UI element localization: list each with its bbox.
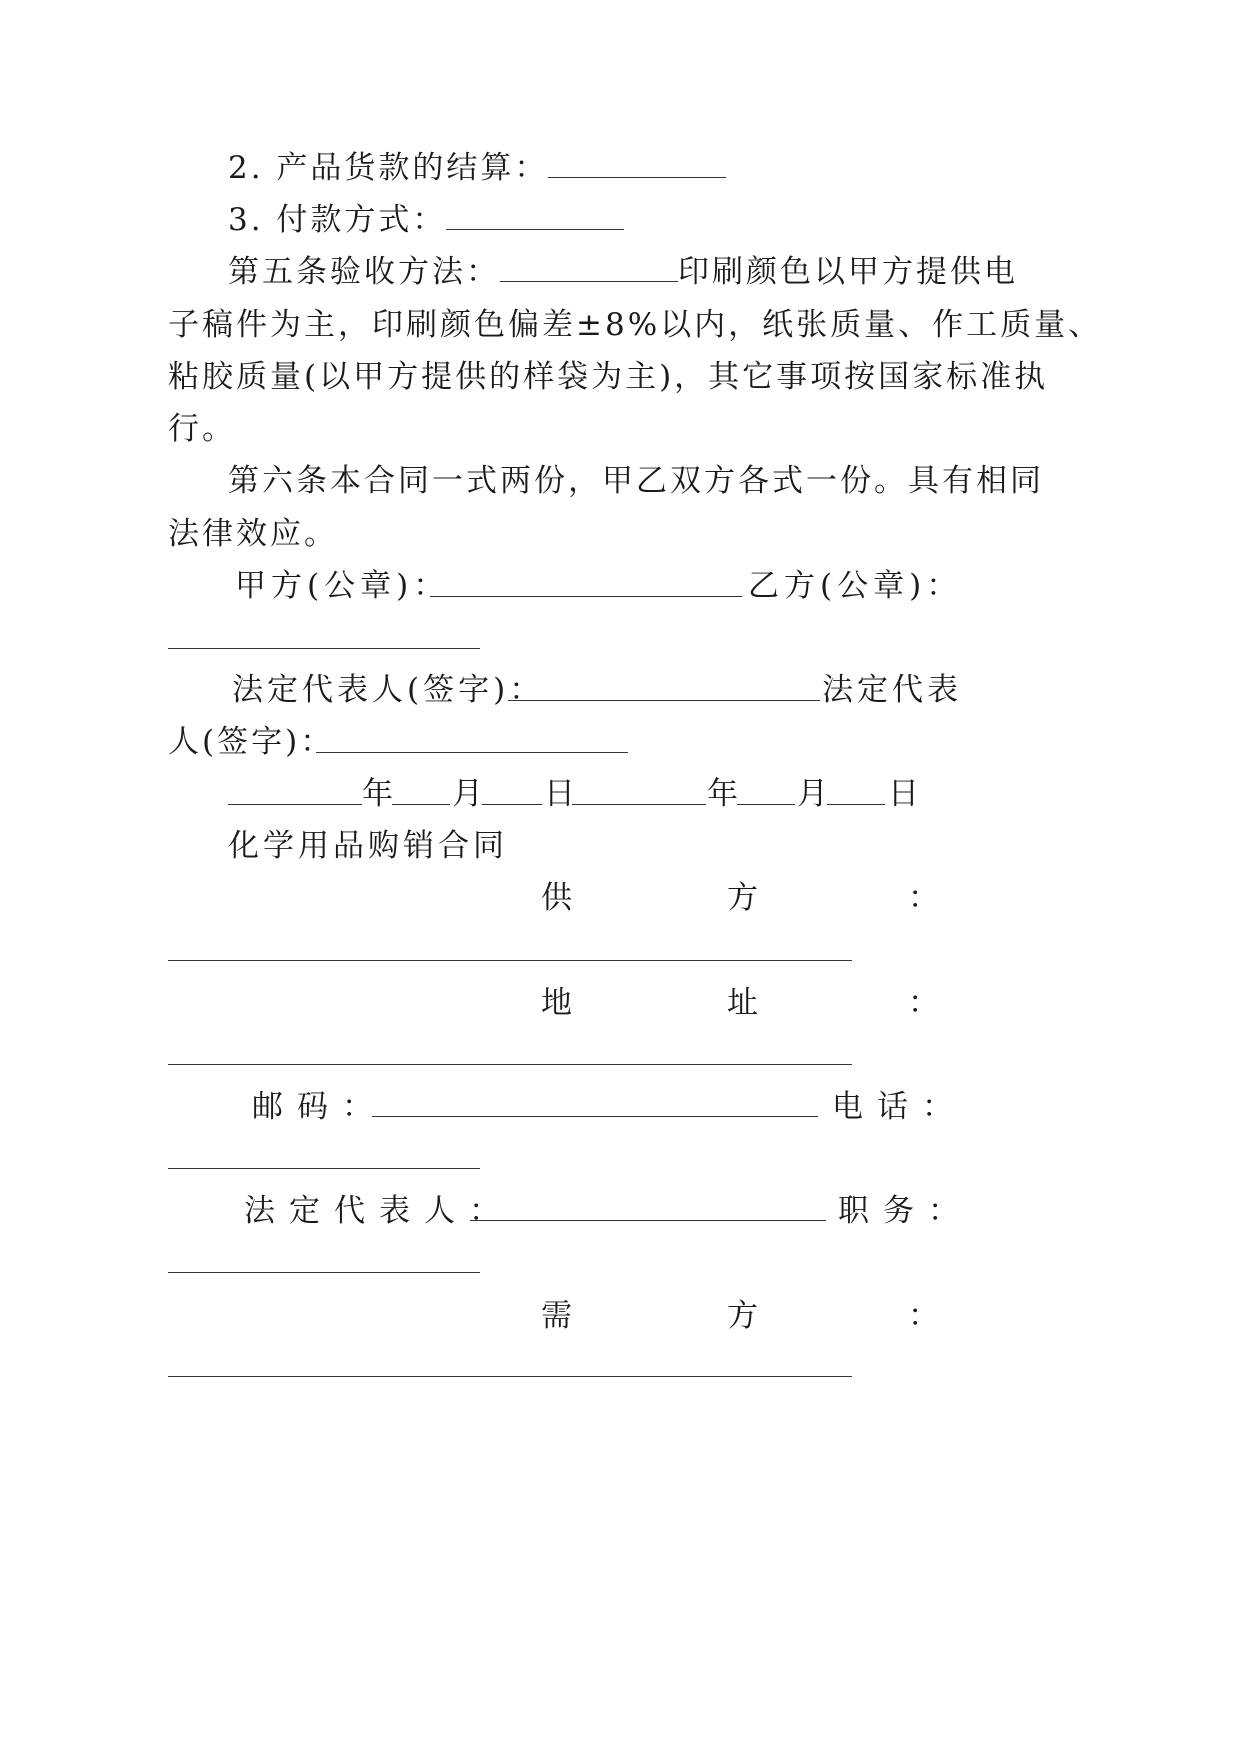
date-a-day-label: 日 [544,776,578,812]
payment-blank[interactable] [446,201,624,230]
supplier-label-char2: 方 [727,880,761,916]
address-blank[interactable] [168,1064,852,1065]
date-a-year-label: 年 [362,776,396,812]
postcode-blank[interactable] [372,1116,818,1117]
date-b-day-label: 日 [888,776,922,812]
buyer-blank[interactable] [168,1376,852,1377]
address-colon: ： [908,985,942,1021]
buyer-colon: ： [908,1298,942,1334]
postcode-label: 邮码： [252,1089,387,1125]
legal-rep-b-blank[interactable] [316,752,628,753]
legal-rep-label: 法定代表人： [244,1193,514,1229]
settlement-label: 2. 产品货款的结算： [228,150,549,186]
address-label-char1: 地 [541,985,575,1021]
party-a-seal-blank[interactable] [430,596,742,597]
article5-heading: 第五条验收方法： [228,254,500,290]
supplier-colon: ： [908,880,942,916]
date-a-month-label: 月 [452,776,486,812]
phone-blank[interactable] [168,1168,480,1169]
position-blank[interactable] [168,1272,480,1273]
supplier-blank[interactable] [168,960,852,961]
buyer-label-char2: 方 [727,1298,761,1334]
party-b-seal-blank[interactable] [168,648,480,649]
date-a-day-blank[interactable] [482,804,542,805]
date-b-year-blank[interactable] [572,804,706,805]
article5-line4: 行。 [168,411,236,447]
article5-line2: 子稿件为主，印刷颜色偏差±8%以内，纸张质量、作工质量、 [168,307,1103,343]
settlement-line [228,148,726,188]
date-b-year-label: 年 [707,776,741,812]
legal-rep-blank[interactable] [470,1220,826,1221]
address-label-char2: 址 [727,985,761,1021]
date-a-month-blank[interactable] [392,804,450,805]
party-b-seal-label: 乙方(公章)： [748,568,963,604]
party-a-seal-line [235,566,449,606]
position-label: 职务： [838,1193,973,1229]
settlement-blank[interactable] [548,149,726,178]
article6-line1: 第六条本合同一式两份，甲乙双方各式一份。具有相同 [228,463,1044,499]
article6-line2: 法律效应。 [168,516,338,552]
supplier-label-char1: 供 [541,880,575,916]
buyer-label-char1: 需 [541,1298,575,1334]
legal-rep-b-label-part2: 人(签字)： [168,724,335,760]
payment-line [228,200,624,240]
article5-line1 [228,252,1018,292]
date-b-month-label: 月 [797,776,831,812]
legal-rep-b-label-part1: 法定代表 [822,672,962,708]
party-a-seal-label: 甲方(公章)： [235,568,450,604]
payment-label: 3. 付款方式： [228,202,447,238]
acceptance-method-blank[interactable] [500,253,678,282]
article5-text: 印刷颜色以甲方提供电 [678,254,1018,290]
phone-label: 电话： [832,1089,967,1125]
date-b-month-blank[interactable] [737,804,795,805]
contract-title: 化学用品购销合同 [228,828,508,864]
legal-rep-a-blank[interactable] [508,700,820,701]
legal-rep-a-label: 法定代表人(签字)： [232,672,545,708]
article5-line3: 粘胶质量(以甲方提供的样袋为主)，其它事项按国家标准执 [168,359,1049,395]
date-b-day-blank[interactable] [827,804,885,805]
date-a-year-blank[interactable] [228,804,362,805]
